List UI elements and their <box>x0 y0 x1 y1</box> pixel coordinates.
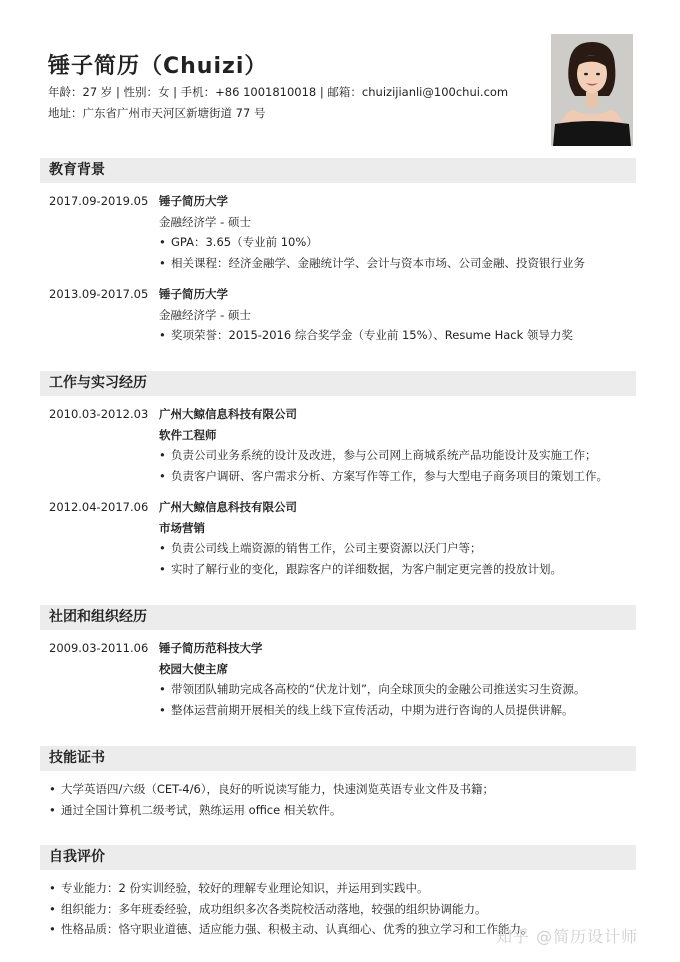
job-role: 软件工程师 <box>159 427 217 442</box>
bullet-item: • 大学英语四/六级（CET-4/6），良好的听说读写能力，快速浏览英语专业文件及书籍； <box>49 779 636 800</box>
job-role: 市场营销 <box>159 520 205 535</box>
work-entry <box>40 497 636 579</box>
entry-date: 2009.03-2011.06 <box>49 641 149 655</box>
bullet-item: • 负责客户调研、客户需求分析、方案写作等工作，参与大型电子商务项目的策划工作。 <box>159 466 636 487</box>
bullet-item: • 整体运营前期开展相关的线上线下宣传活动，中期为进行咨询的人员提供讲解。 <box>159 700 636 721</box>
education-section <box>40 158 636 346</box>
address: 地址：广东省广州市天河区新塘街道 77 号 <box>48 106 266 120</box>
school-name: 锤子简历大学 <box>159 287 228 301</box>
degree: 金融经济学 - 硕士 <box>159 214 251 229</box>
entry-date: 2017.09-2019.05 <box>49 194 149 208</box>
bullet-item: • GPA：3.65（专业前 10%） <box>159 232 636 253</box>
bullet-item: • 相关课程：经济金融学、金融统计学、会计与资本市场、公司金融、投资银行业务 <box>159 253 636 274</box>
work-entry <box>40 404 636 486</box>
bullet-item: • 实时了解行业的变化，跟踪客户的详细数据，为客户制定更完善的投放计划。 <box>159 559 636 580</box>
bullet-item: • 负责公司线上端资源的销售工作，公司主要资源以沃门户等； <box>159 538 636 559</box>
degree: 金融经济学 - 硕士 <box>159 307 251 322</box>
company-name: 广州大鲸信息科技有限公司 <box>159 500 297 514</box>
entry-date: 2010.03-2012.03 <box>49 407 149 421</box>
education-entry <box>40 191 636 273</box>
education-entry <box>40 284 636 346</box>
org-role: 校园大使主席 <box>159 661 228 676</box>
resume-name: 锤子简历（Chuizi） <box>48 54 268 79</box>
org-name: 锤子简历范科技大学 <box>159 641 263 655</box>
work-heading: 工作与实习经历 <box>40 371 636 396</box>
org-entry <box>40 638 636 720</box>
watermark: 知乎 @简历设计师 <box>496 927 639 946</box>
skills-list <box>49 779 636 820</box>
school-name: 锤子简历大学 <box>159 194 228 208</box>
entry-date: 2013.09-2017.05 <box>49 287 149 301</box>
contact-info: 年龄：27 岁 | 性别：女 | 手机：+86 1001810018 | 邮箱：chuizijianli@100chui.com <box>48 85 509 99</box>
bullet-item: • 通过全国计算机二级考试，熟练运用 office 相关软件。 <box>49 800 636 821</box>
work-section <box>40 371 636 579</box>
bullet-item: • 带领团队辅助完成各高校的“伏龙计划”，向全球顶尖的金融公司推送实习生资源。 <box>159 679 636 700</box>
company-name: 广州大鲸信息科技有限公司 <box>159 407 297 421</box>
skills-section <box>40 746 636 820</box>
education-heading: 教育背景 <box>40 158 636 183</box>
profile-photo <box>551 34 633 146</box>
resume-header <box>48 52 538 124</box>
bullet-item: • 奖项荣誉：2015-2016 综合奖学金（专业前 15%）、Resume Hack 领导力奖 <box>159 325 636 346</box>
entry-date: 2012.04-2017.06 <box>49 500 149 514</box>
org-section <box>40 605 636 720</box>
skills-heading: 技能证书 <box>40 746 636 771</box>
org-heading: 社团和组织经历 <box>40 605 636 630</box>
bullet-item: • 组织能力：多年班委经验，成功组织多次各类院校活动落地，较强的组织协调能力。 <box>49 899 636 920</box>
self-eval-heading: 自我评价 <box>40 845 636 870</box>
bullet-item: • 专业能力：2 份实训经验，较好的理解专业理论知识，并运用到实践中。 <box>49 878 636 899</box>
bullet-item: • 性格品质：恪守职业道德、适应能力强、积极主动、认真细心、优秀的独立学习和工作能力。 <box>49 919 636 940</box>
bullet-item: • 负责公司业务系统的设计及改进，参与公司网上商城系统产品功能设计及实施工作； <box>159 445 636 466</box>
